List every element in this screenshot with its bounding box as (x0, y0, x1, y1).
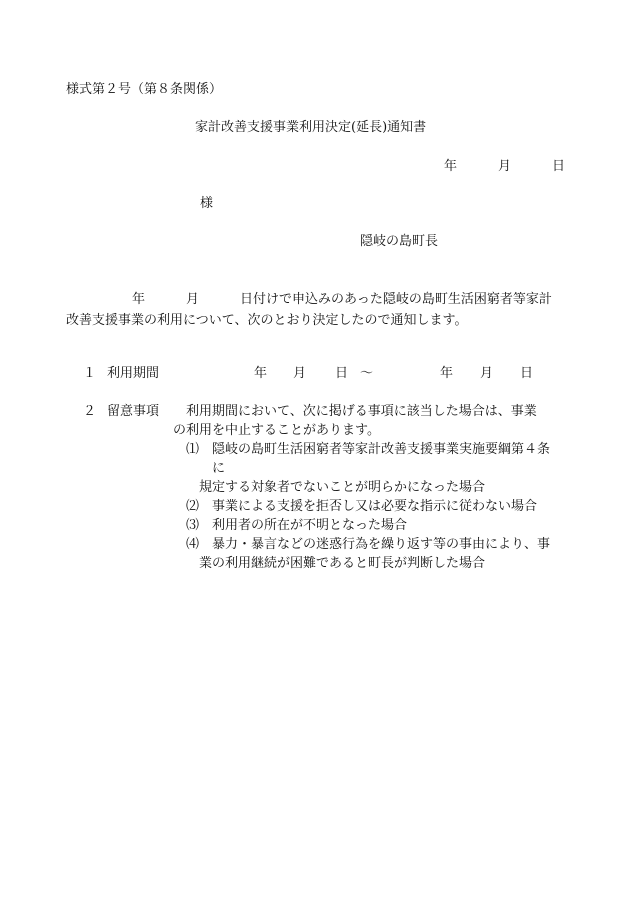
item2-sub4-number: ⑷ (186, 537, 200, 552)
body-month-label: 月 (186, 292, 200, 307)
item1-start-day: 日 (335, 366, 349, 381)
item2-sub2-text: 事業による支援を拒否し又は必要な指示に従わない場合 (212, 499, 538, 514)
item1-tilde: ～ (360, 366, 374, 381)
item2-sub4-line2: 業の利用継続が困難であると町長が判断した場合 (199, 556, 486, 571)
item1-end-year: 年 (440, 366, 454, 381)
item2-intro-line2: の利用を中止することがあります。 (173, 423, 380, 438)
item1-label: 利用期間 (107, 366, 160, 381)
item2-sub1-line2: に (212, 461, 226, 476)
item2-sub3-number: ⑶ (186, 518, 200, 533)
document-title: 家計改善支援事業利用決定(延長)通知書 (195, 120, 427, 135)
item2-intro-line1: 利用期間において、次に掲げる事項に該当した場合は、事業 (186, 404, 537, 419)
date-month-label: 月 (498, 159, 512, 174)
body-line2: 改善支援事業の利用について、次のとおり決定したので通知します。 (66, 313, 468, 328)
form-label: 様式第２号（第８条関係） (66, 82, 223, 97)
body-year-label: 年 (132, 292, 146, 307)
item2-number: ２ (83, 404, 97, 419)
recipient-suffix: 様 (200, 196, 214, 211)
item2-sub1-line1: 隠岐の島町生活困窮者等家計改善支援事業実施要綱第４条 (212, 442, 551, 457)
item1-start-year: 年 (254, 366, 268, 381)
body-line1-rest: 日付けで申込みのあった隠岐の島町生活困窮者等家計 (240, 292, 552, 307)
date-year-label: 年 (444, 159, 458, 174)
item2-sub1-line3: 規定する対象者でないことが明らかになった場合 (199, 480, 486, 495)
issuer-name: 隠岐の島町長 (360, 234, 439, 249)
date-day-label: 日 (552, 159, 566, 174)
item2-sub1-number: ⑴ (186, 442, 200, 457)
item2-label: 留意事項 (107, 404, 160, 419)
item1-number: １ (83, 366, 97, 381)
item1-end-month: 月 (480, 366, 494, 381)
item2-sub4-line1: 暴力・暴言などの迷惑行為を繰り返す等の事由により、事 (212, 537, 551, 552)
item2-sub3-text: 利用者の所在が不明となった場合 (212, 518, 408, 533)
item2-sub2-number: ⑵ (186, 499, 200, 514)
item1-end-day: 日 (520, 366, 534, 381)
item1-start-month: 月 (293, 366, 307, 381)
